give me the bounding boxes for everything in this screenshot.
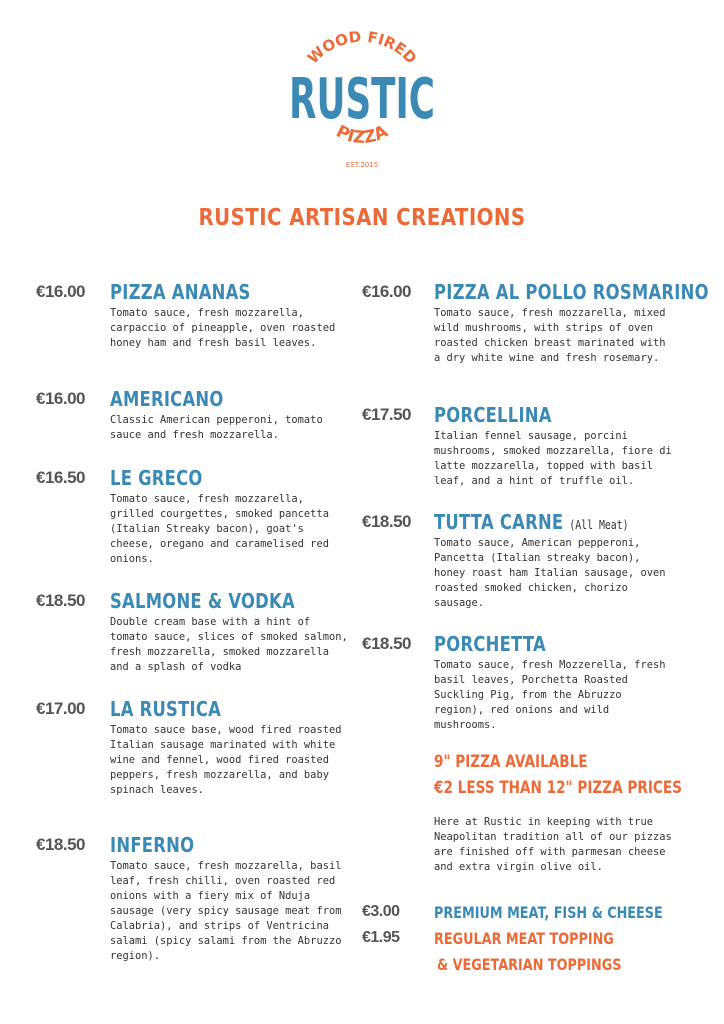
item-name: SALMONE & VODKA: [110, 589, 295, 613]
item-description: Tomato sauce, fresh mozzarella, carpaccio of pineapple, oven roasted honey ham and fresh basil leaves.: [110, 307, 336, 349]
promo-price-difference: €2 LESS THAN 12" PIZZA PRICES: [434, 778, 682, 798]
promo-9-inch: 9" PIZZA AVAILABLE: [434, 752, 588, 772]
item-price: €18.50: [362, 512, 411, 531]
item-description: Italian fennel sausage, porcini mushrooms, smoked mozzarella, fiore di latte mozzarella, topped with basil leaf, and a hint of truffle oil.: [434, 430, 672, 487]
item-price: €16.00: [362, 282, 411, 301]
item-price: €16.50: [36, 468, 85, 487]
topping-label-premium: PREMIUM MEAT, FISH & CHEESE: [434, 903, 663, 922]
item-description: Tomato sauce, fresh Mozzerella, fresh basil leaves, Porchetta Roasted Suckling Pig, from the Abruzzo region), red onions and wild mushrooms.: [434, 659, 666, 731]
rustic-logo: [0, 20, 724, 180]
item-price: €16.00: [36, 282, 85, 301]
item-description: Tomato sauce, fresh mozzarella, basil leaf, fresh chilli, oven roasted red onions with a fiery mix of Nduja sausage (very spicy sausage meat from Calabria), and strips of Ventricina salami (spicy salami from the Abruzzo region).: [110, 860, 342, 962]
item-name: PORCHETTA: [434, 632, 546, 656]
item-price: €17.50: [362, 405, 411, 424]
tradition-note: Here at Rustic in keeping with true Neapolitan tradition all of our pizzas are finished off with parmesan cheese and extra virgin olive oil.: [434, 816, 672, 873]
item-description: Tomato sauce, American pepperoni, Pancetta (Italian streaky bacon), honey roast ham Italian sausage, oven roasted smoked chicken, chorizo sausage.: [434, 537, 666, 609]
item-name: AMERICANO: [110, 387, 224, 411]
item-price: €17.00: [36, 699, 85, 718]
item-name-text: TUTTA CARNE: [434, 510, 564, 534]
item-name: PIZZA AL POLLO ROSMARINO: [434, 280, 709, 304]
item-price: €18.50: [36, 591, 85, 610]
topping-price-premium: €3.00: [362, 903, 400, 920]
item-description: Tomato sauce, fresh mozzarella, grilled courgettes, smoked pancetta (Italian Streaky bacon), goat's cheese, oregano and caramelised red onions.: [110, 493, 329, 565]
item-price: €18.50: [362, 634, 411, 653]
topping-label-vegetarian: & VEGETARIAN TOPPINGS: [437, 955, 622, 974]
logo-top-arc-text: WOOD FIRED: [303, 27, 421, 68]
item-name: LA RUSTICA: [110, 697, 222, 721]
item-name: LE GRECO: [110, 466, 203, 490]
item-name: INFERNO: [110, 833, 195, 857]
logo-established: EST.2015: [345, 161, 379, 169]
logo-bottom-arc-text: PIZZA: [332, 121, 392, 149]
item-description: Tomato sauce, fresh mozzarella, mixed wild mushrooms, with strips of oven roasted chicken breast marinated with a dry white wine and fresh rosemary.: [434, 307, 666, 364]
item-description: Double cream base with a hint of tomato sauce, slices of smoked salmon, fresh mozzarella, smoked mozzarella and a splash of vodka: [110, 616, 348, 673]
item-description: Classic American pepperoni, tomato sauce and fresh mozzarella.: [110, 414, 323, 441]
item-price: €16.00: [36, 389, 85, 408]
item-description: Tomato sauce base, wood fired roasted Italian sausage marinated with white wine and fennel, wood fired roasted peppers, fresh mozzarella, and baby spinach leaves.: [110, 724, 342, 796]
item-name: [434, 510, 629, 534]
item-name: PIZZA ANANAS: [110, 280, 251, 304]
logo-name: RUSTIC: [289, 67, 435, 132]
item-name: PORCELLINA: [434, 403, 552, 427]
item-price: €18.50: [36, 835, 85, 854]
topping-price-regular: €1.95: [362, 929, 400, 946]
section-title: RUSTIC ARTISAN CREATIONS: [198, 205, 526, 231]
logo-wood-fired: [304, 28, 420, 68]
item-name-subtitle: (All Meat): [569, 518, 629, 532]
topping-label-regular: REGULAR MEAT TOPPING: [434, 929, 614, 948]
